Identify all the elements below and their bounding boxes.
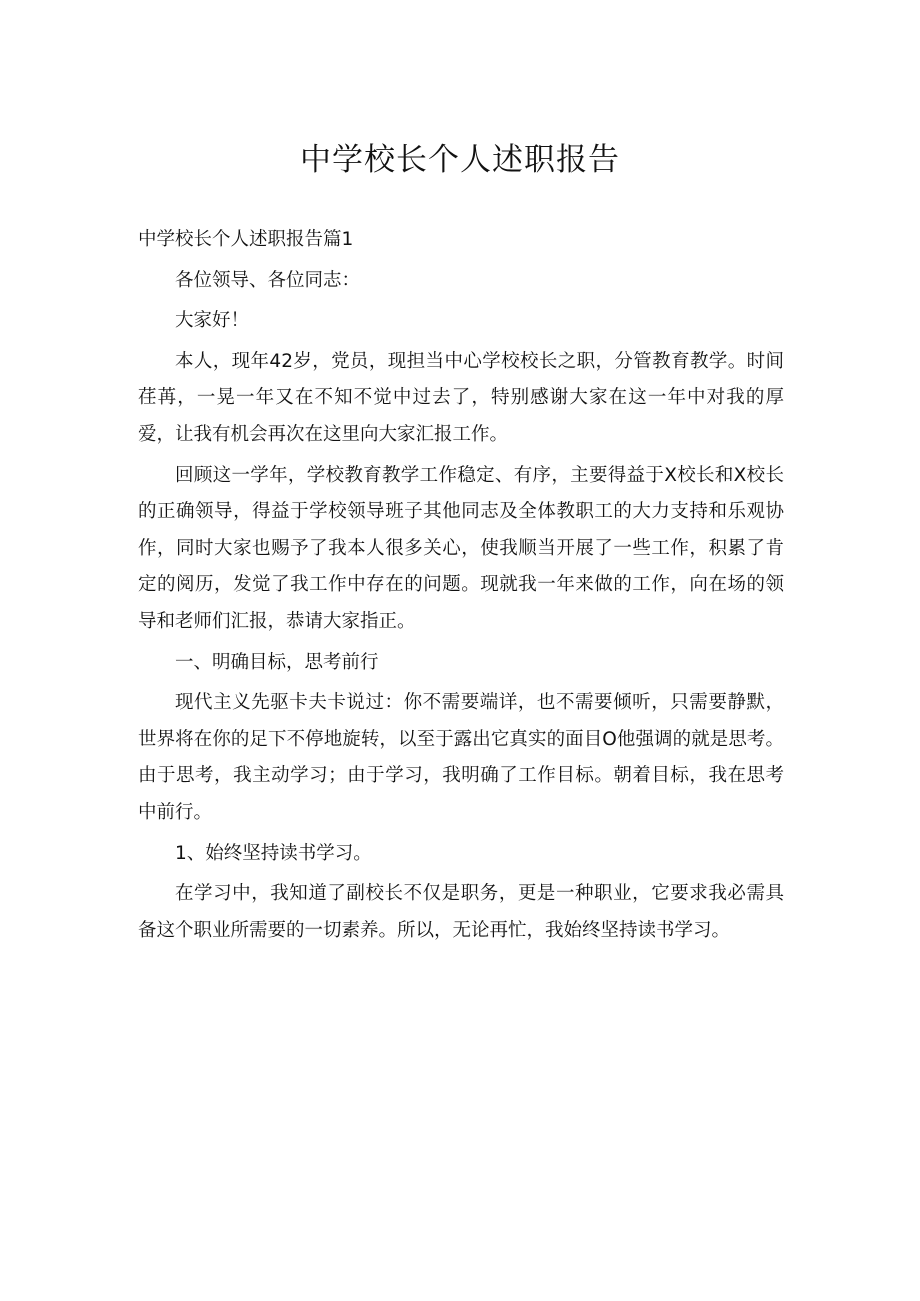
section-heading: 中学校长个人述职报告篇1: [138, 229, 354, 250]
paragraph-introduction: 本人，现年42岁，党员，现担当中心学校校长之职，分管教育教学。时间荏苒，一晃一年又在不知不觉中过去了，特别感谢大家在这一年中对我的厚爱，让我有机会再次在这里向大家汇报工作。: [138, 350, 784, 445]
paragraph-review: 回顾这一学年，学校教育教学工作稳定、有序，主要得益于X校长和X校长的正确领导，得益于学校领导班子其他同志及全体教职工的大力支持和乐观协作，同时大家也赐予了我本人很多关心，使我顺当开展了一些工作，积累了肯定的阅历，发觉了我工作中存在的问题。现就我一年来做的工作，向在场的领导和老师们汇报，恭请大家指正。: [138, 464, 784, 632]
paragraph-kafka-quote: 现代主义先驱卡夫卡说过：你不需要端详，也不需要倾听，只需要静默，世界将在你的足下不停地旋转，以至于露出它真实的面目O他强调的就是思考。由于思考，我主动学习；由于学习，我明确了工作目标。朝着目标，我在思考中前行。: [138, 692, 784, 823]
document-title: 中学校长个人述职报告: [300, 142, 620, 178]
subheading-reading: 1、始终坚持读书学习。: [175, 842, 372, 864]
salutation: 各位领导、各位同志：: [175, 269, 361, 291]
paragraph-study: 在学习中，我知道了副校长不仅是职务，更是一种职业，它要求我必需具备这个职业所需要的一切素养。所以，无论再忙，我始终坚持读书学习。: [138, 883, 784, 941]
subheading-goals: 一、明确目标，思考前行: [175, 651, 379, 673]
document-body: [138, 222, 784, 953]
greeting: 大家好！: [175, 310, 250, 332]
